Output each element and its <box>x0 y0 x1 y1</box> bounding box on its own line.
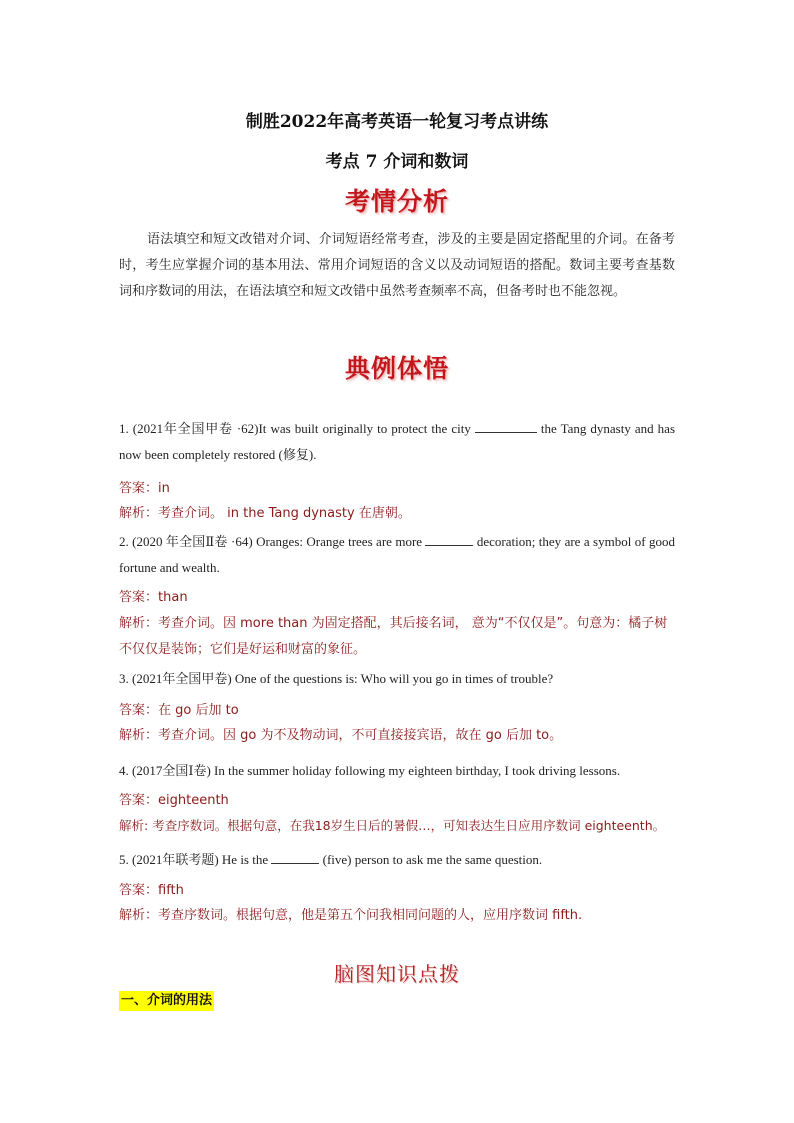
analysis-text: 考查序数词。根据句意，在我18岁生日后的暑假…，可知表达生日应用序数词 eighteenth。 <box>152 818 666 833</box>
answer-2 <box>119 586 679 610</box>
question-text: 3. (2021年全国甲卷) One of the questions is: Who will you go in times of trouble? <box>119 671 554 686</box>
answer-label: 答案： <box>119 793 159 808</box>
question-3 <box>119 666 675 692</box>
analysis-label: 解析： <box>119 506 159 521</box>
answer-label: 答案： <box>119 883 159 898</box>
document-title: 制胜2022年高考英语一轮复习考点讲练 <box>245 112 549 132</box>
question-1 <box>119 416 675 468</box>
intro-paragraph: 语法填空和短文改错对介词、介词短语经常考查，涉及的主要是固定搭配里的介词。在备考时，考生应掌握介词的基本用法、常用介词短语的含义以及动词短语的搭配。数词主要考查基数词和序数词的用法，在语法填空和短文改错中虽然考查频率不高，但备考时也不能忽视。 <box>119 232 675 299</box>
question-2 <box>119 529 675 581</box>
answer-value: in <box>158 481 170 496</box>
section-heading-prepositions: 一、介词的用法 <box>119 991 214 1011</box>
analysis-label: 解析: <box>119 818 153 833</box>
banner-examples: 典例体悟 <box>344 354 449 383</box>
answer-value: eighteenth <box>158 793 229 808</box>
analysis-text: 考查介词。 in the Tang dynasty 在唐朝。 <box>158 506 411 521</box>
answer-label: 答案： <box>119 590 159 605</box>
answer-value: fifth <box>158 883 184 898</box>
answer-value: 在 go 后加 to <box>158 703 239 718</box>
topic-subtitle: 考点 7 介词和数词 <box>325 152 469 172</box>
answer-4 <box>119 789 679 813</box>
analysis-label: 解析： <box>119 728 159 743</box>
answer-blank <box>425 533 473 546</box>
answer-label: 答案： <box>119 703 159 718</box>
analysis-text: 考查介词。因 go 为不及物动词，不可直接接宾语，故在 go 后加 to。 <box>158 728 563 743</box>
question-text-post: decoration; they are a symbol of good fortune and wealth. <box>119 534 675 575</box>
question-text: 4. (2017全国Ⅰ卷) In the summer holiday following my eighteen birthday, I took driving lessons. <box>119 763 621 778</box>
answer-blank <box>271 851 319 864</box>
analysis-label: 解析： <box>119 908 159 923</box>
analysis-4 <box>119 814 679 838</box>
answer-3 <box>119 699 679 723</box>
analysis-5 <box>119 904 679 928</box>
question-text-post: the Tang dynasty and has now been completely restored (修复). <box>119 421 676 462</box>
answer-5 <box>119 879 679 903</box>
analysis-label: 解析： <box>119 616 159 631</box>
banner-mindmap: 脑图知识点拨 <box>334 962 460 986</box>
question-5 <box>119 847 675 873</box>
question-text-post: (five) person to ask me the same question. <box>319 852 543 867</box>
analysis-text: 考查介词。因 more than 为固定搭配，其后接名词， 意为“不仅仅是”。句意为：橘子树不仅仅是装饰；它们是好运和财富的象征。 <box>119 616 668 657</box>
question-text-pre: 1. (2021年全国甲卷 ·62)It was built originally to protect the city <box>119 421 475 436</box>
answer-label: 答案： <box>119 481 159 496</box>
answer-1 <box>119 477 679 501</box>
banner-analysis: 考情分析 <box>344 187 449 216</box>
analysis-2 <box>119 611 675 663</box>
analysis-1 <box>119 502 679 526</box>
analysis-text: 考查序数词。根据句意，他是第五个问我相同问题的人，应用序数词 fifth. <box>158 908 583 923</box>
answer-blank <box>475 420 537 433</box>
question-4 <box>119 758 675 784</box>
analysis-3 <box>119 724 679 748</box>
question-text-pre: 2. (2020 年全国Ⅱ卷 ·64) Oranges: Orange trees are more <box>119 534 426 549</box>
answer-value: than <box>158 590 188 605</box>
question-text-pre: 5. (2021年联考题) He is the <box>119 852 272 867</box>
